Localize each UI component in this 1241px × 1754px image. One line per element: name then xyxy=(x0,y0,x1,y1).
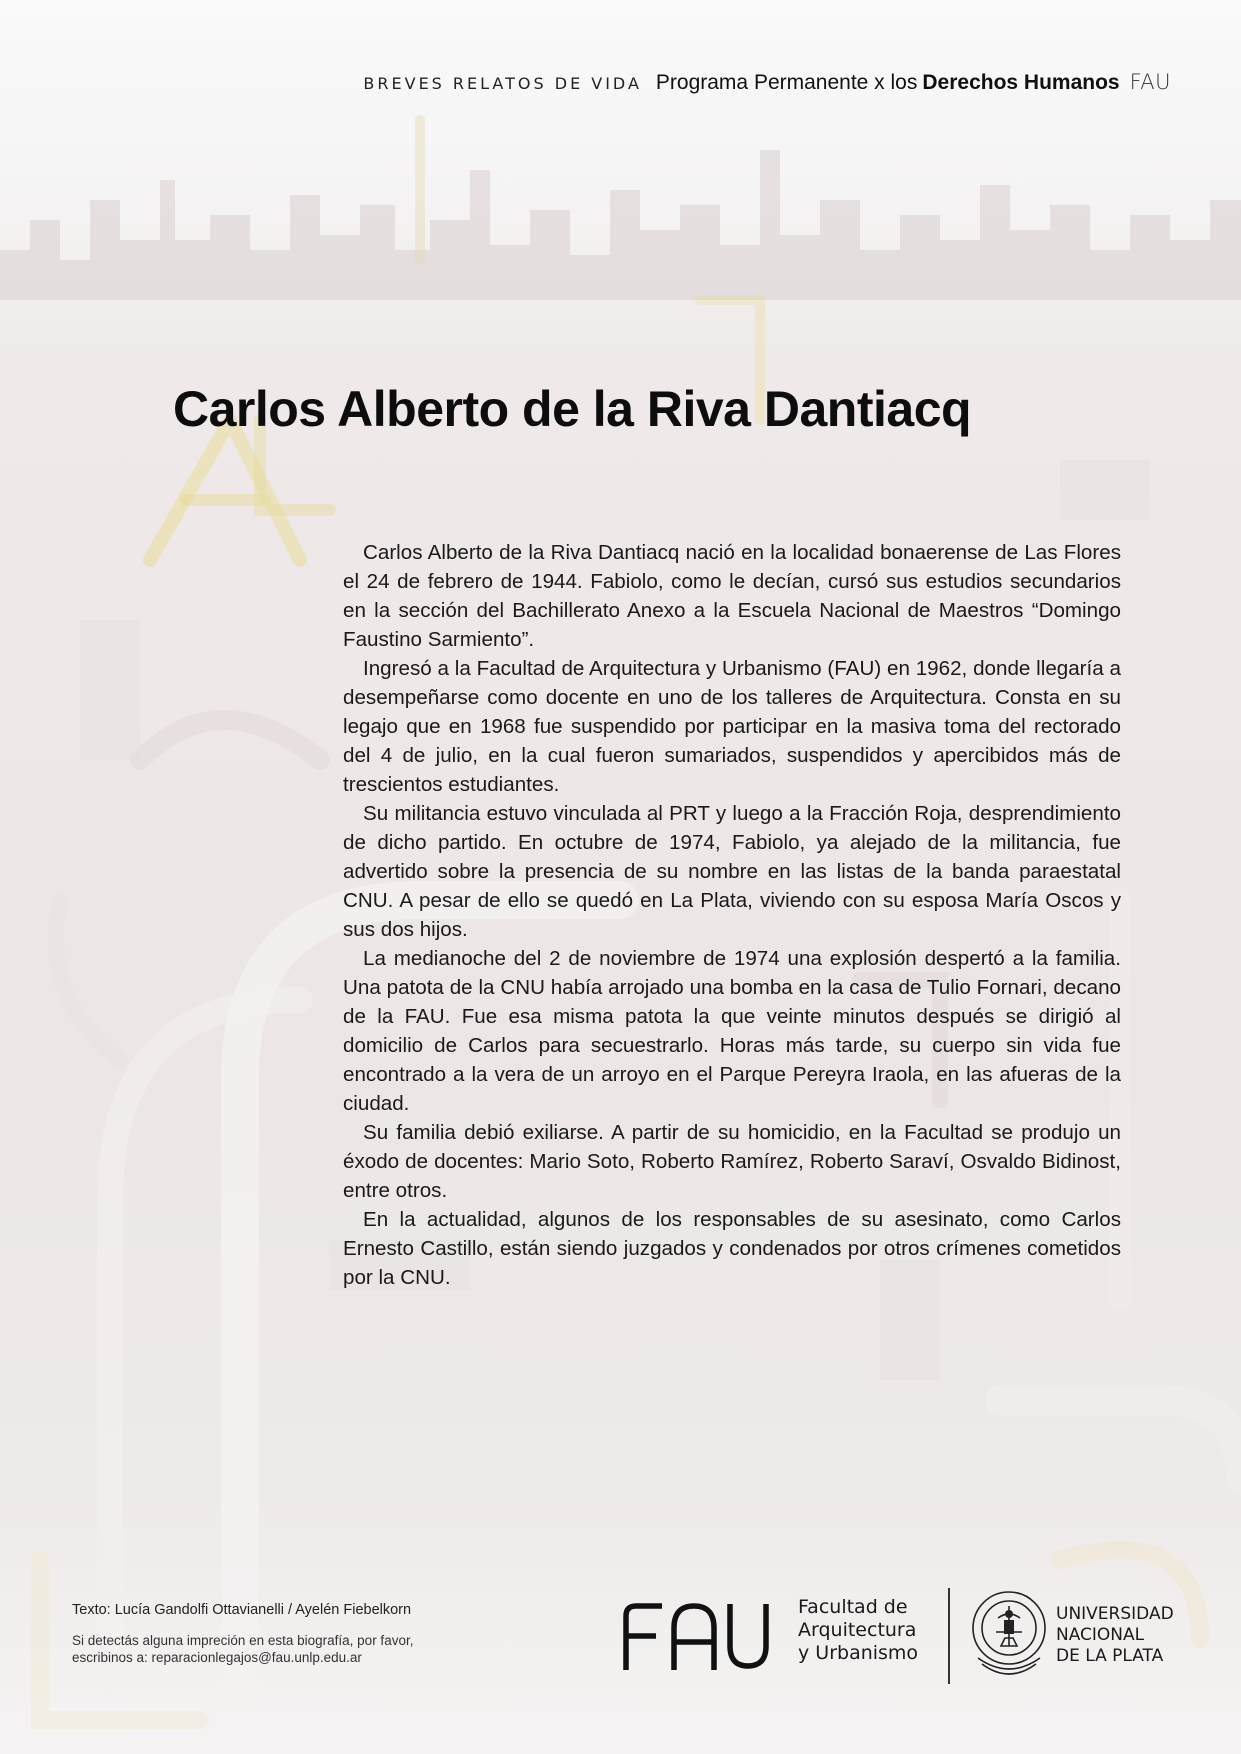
header-fau-label: FAU xyxy=(1129,70,1171,94)
logo-divider xyxy=(948,1588,950,1684)
university-name-line: DE LA PLATA xyxy=(1056,1646,1164,1666)
faculty-name xyxy=(798,1596,948,1665)
university-name-line: UNIVERSIDAD xyxy=(1056,1604,1174,1624)
paragraph: La medianoche del 2 de noviembre de 1974 una explosión despertó a la familia. Una patota de la CNU había arrojado una bomba en la casa de Tulio Fornari, decano de la FAU. Fue esa misma patota la que veinte minutos después se dirigió al domicilio de Carlos para secuestrarlo. Horas más tarde, su cuerpo sin vida fue encontrado a la vera de un arroyo en el Parque Pereyra Iraola, en las afueras de la ciudad. xyxy=(343,947,1121,1115)
university-name-line: NACIONAL xyxy=(1056,1625,1145,1645)
paragraph: Su militancia estuvo vinculada al PRT y luego a la Fracción Roja, desprendimiento de dicho partido. En octubre de 1974, Fabiolo, ya alejado de la militancia, fue advertido sobre la presencia de su nombre en las listas de la banda paraestatal CNU. A pesar de ello se quedó en La Plata, viviendo con su esposa María Oscos y sus dos hijos. xyxy=(343,802,1121,941)
header xyxy=(363,70,1171,98)
biography-text xyxy=(343,538,1121,1292)
university-seal-icon xyxy=(968,1588,1050,1680)
paragraph: Ingresó a la Facultad de Arquitectura y Urbanismo (FAU) en 1962, donde llegaría a desempeñarse como docente en uno de los talleres de Arquitectura. Consta en su legajo que en 1968 fue suspendido por participar en la masiva toma del rectorado del 4 de julio, en la cual fueron sumariados, suspendidos y apercibidos más de trescientos estudiantes. xyxy=(343,657,1121,796)
correction-note-line: Si detectás alguna impreción en esta biografía, por favor, xyxy=(72,1633,414,1648)
faculty-name-line: Facultad de xyxy=(798,1596,908,1618)
program-label-bold: Derechos Humanos xyxy=(922,71,1120,94)
faculty-name-line: Arquitectura xyxy=(798,1619,917,1641)
university-name xyxy=(1056,1604,1196,1667)
faculty-name-line: y Urbanismo xyxy=(798,1642,919,1664)
series-label: BREVES RELATOS DE VIDA xyxy=(363,74,642,93)
skyline-silhouette xyxy=(0,150,1241,300)
correction-note xyxy=(72,1632,492,1666)
correction-note-email-line[interactable]: escribinos a: reparacionlegajos@fau.unlp.edu.ar xyxy=(72,1650,362,1665)
paragraph: Su familia debió exiliarse. A partir de su homicidio, en la Facultad se produjo un éxodo de docentes: Mario Soto, Roberto Ramírez, Roberto Saraví, Osvaldo Bidinost, entre otros. xyxy=(343,1121,1121,1202)
paragraph: En la actualidad, algunos de los responsables de su asesinato, como Carlos Ernesto Castillo, están siendo juzgados y condenados por otros crímenes cometidos por la CNU. xyxy=(343,1208,1121,1289)
text-credit: Texto: Lucía Gandolfi Ottavianelli / Ayelén Fiebelkorn xyxy=(72,1602,412,1618)
paragraph: Carlos Alberto de la Riva Dantiacq nació en la localidad bonaerense de Las Flores el 24 de febrero de 1944. Fabiolo, como le decían, cursó sus estudios secundarios en la sección del Bachillerato Anexo a la Escuela Nacional de Maestros “Domingo Faustino Sarmiento”. xyxy=(343,541,1121,651)
fau-logo xyxy=(622,1602,772,1670)
program-label: Programa Permanente x los xyxy=(655,71,918,94)
page-title: Carlos Alberto de la Riva Dantiacq xyxy=(173,381,972,437)
